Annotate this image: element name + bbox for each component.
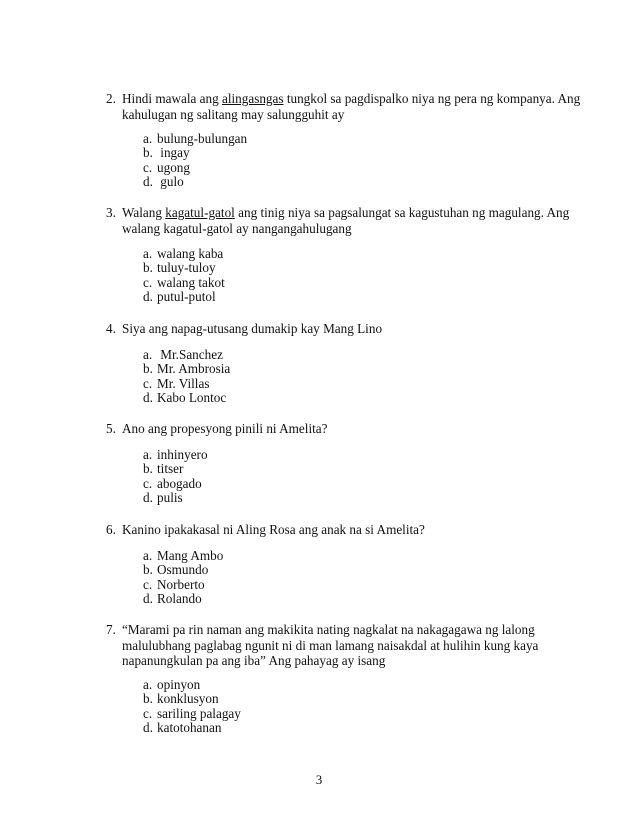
question-2: [106, 91, 586, 122]
underlined-word: alingasngas: [221, 91, 284, 106]
page-number: 3: [315, 772, 323, 787]
question-text: Ano ang propesyong pinili ni Amelita?: [122, 421, 328, 436]
option-b: b. konklusyon: [143, 691, 219, 707]
options-list-5: [143, 448, 208, 506]
question-number: 3.: [106, 205, 116, 220]
option-b: b. titser: [143, 461, 184, 477]
question-text: Hindi mawala ang alingasngas tungkol sa pagdispalko niya ng pera ng kompanya. Ang kahulugan ng salitang may salungguhit ay: [122, 91, 581, 122]
question-text: Walang kagatul-gatol ang tinig niya sa pagsalungat sa kagustuhan ng magulang. Ang walang kagatul-gatol ay nangangahulugang: [122, 205, 570, 236]
option-d: d. putul-putol: [143, 289, 216, 305]
question-number: 2.: [106, 91, 116, 106]
question-3: [106, 205, 586, 236]
option-a: a. inhinyero: [143, 447, 208, 462]
option-c: c. Mr. Villas: [143, 375, 210, 391]
question-text: Siya ang napag-utusang dumakip kay Mang Lino: [122, 321, 383, 336]
option-d: d. pulis: [143, 490, 183, 506]
option-b: b. Osmundo: [143, 562, 209, 578]
question-number: 4.: [106, 321, 116, 336]
options-list-6: [143, 549, 223, 607]
options-list-4: [143, 348, 230, 406]
option-a: a. Mang Ambo: [143, 548, 224, 563]
option-b: b. ingay: [143, 145, 190, 161]
option-d: d. katotohanan: [143, 720, 222, 736]
option-a: a. bulung-bulungan: [143, 131, 248, 146]
question-7: [106, 622, 586, 669]
option-b: b. tuluy-tuloy: [143, 260, 216, 276]
question-text: Kanino ipakakasal ni Aling Rosa ang anak na si Amelita?: [122, 522, 425, 537]
question-number: 7.: [106, 622, 116, 637]
options-list-7: [143, 678, 241, 736]
option-a: a. walang kaba: [143, 246, 224, 261]
question-number: 5.: [106, 421, 116, 436]
option-c: c. sariling palagay: [143, 705, 241, 721]
option-c: c. abogado: [143, 475, 202, 491]
option-c: c. Norberto: [143, 576, 205, 592]
option-a: a. opinyon: [143, 677, 201, 692]
option-d: d. gulo: [143, 174, 184, 190]
underlined-word: kagatul-gatol: [165, 205, 235, 220]
question-number: 6.: [106, 522, 116, 537]
options-list-2: [143, 132, 247, 190]
question-4: [106, 321, 586, 337]
question-6: [106, 522, 586, 538]
question-5: [106, 421, 586, 437]
option-d: d. Kabo Lontoc: [143, 390, 227, 406]
option-d: d. Rolando: [143, 591, 202, 607]
option-a: a. Mr.Sanchez: [143, 347, 223, 362]
options-list-3: [143, 247, 225, 305]
option-c: c. walang takot: [143, 274, 225, 290]
option-b: b. Mr. Ambrosia: [143, 361, 231, 377]
option-c: c. ugong: [143, 159, 190, 175]
question-text: “Marami pa rin naman ang makikita nating nagkalat na nakagagawa ng lalong malulubhang paglabag ngunit ni di man lamang naisakdal at hulihin kung kaya napanungkulan pa ang iba” Ang pahayag ay isang: [122, 622, 539, 668]
